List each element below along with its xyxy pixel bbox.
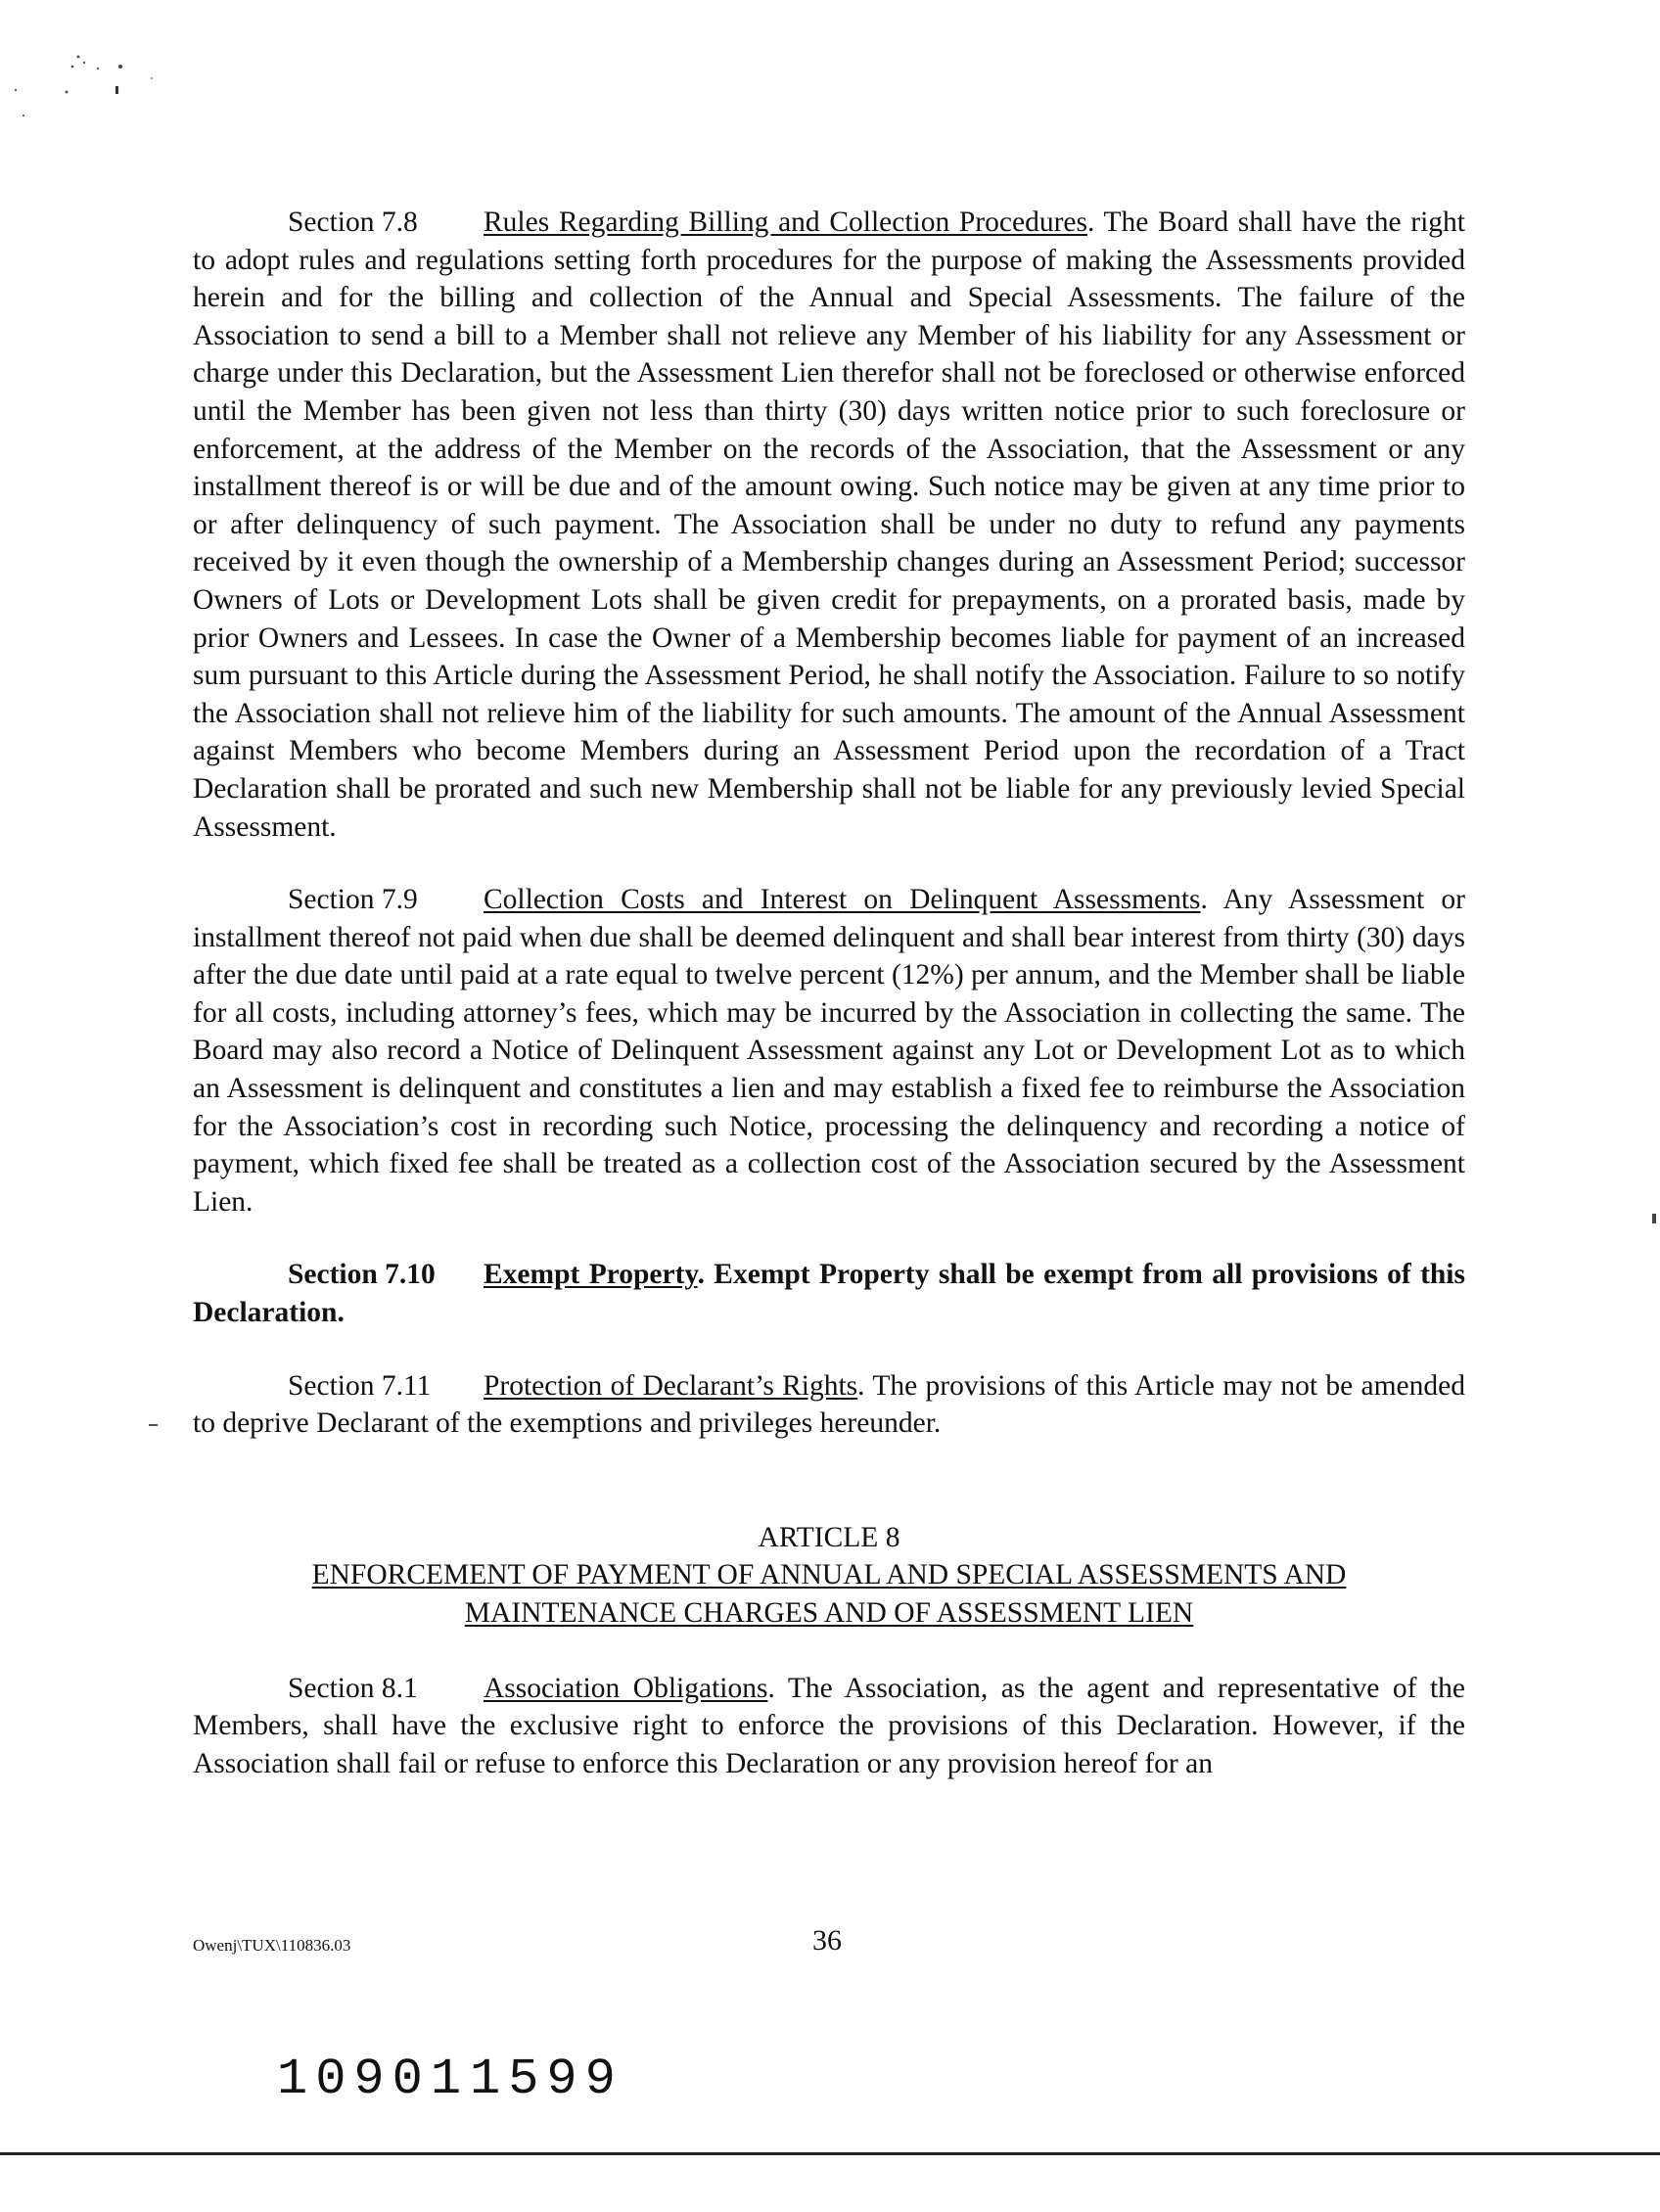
article-title-line-2: MAINTENANCE CHARGES AND OF ASSESSMENT LIEN <box>464 1597 1194 1629</box>
section-title: Association Obligations <box>484 1672 768 1704</box>
section-body: . The Association, as the agent and representative of the Members, shall have the exclusive right to enforce the provisions of this Declaration. However, if the Association shall fail or refuse to enforce this Declaration or any provision hereof for an <box>193 1672 1465 1779</box>
section-number: Section 7.9 <box>288 884 418 916</box>
article-title-line-1: ENFORCEMENT OF PAYMENT OF ANNUAL AND SPECIAL ASSESSMENTS AND <box>311 1559 1347 1591</box>
section-body: . Any Assessment or installment thereof not paid when due shall be deemed delinquent and shall bear interest from thirty (30) days after the due date until paid at a rate equal to twelve percent (12%) per annum, and the Member shall be liable for all costs, including attorney’s fees, which may be incurred by the Association in collecting the same. The Board may also record a Notice of Delinquent Assessment against any Lot or Development Lot as to which an Assessment is delinquent and constitutes a lien and may establish a fixed fee to reimburse the Association for the Association’s cost in recording such Notice, processing the delinquency and recording a notice of payment, which fixed fee shall be treated as a collection cost of the Association secured by the Assessment Lien. <box>193 884 1465 1218</box>
article-number: ARTICLE 8 <box>758 1521 900 1553</box>
article-heading <box>193 1519 1465 1633</box>
section-body: . The Board shall have the right to adopt rules and regulations setting forth procedures for the purpose of making the Assessments provided herein and for the billing and collection of the Annual and Special Assessments. The failure of the Association to send a bill to a Member shall not relieve any Member of his liability for any Assessment or charge under this Declaration, but the Assessment Lien therefor shall not be foreclosed or otherwise enforced until the Member has been given not less than thirty (30) days written notice prior to such foreclosure or enforcement, at the address of the Member on the records of the Association, that the Assessment or any installment thereof is or will be due and of the amount owing. Such notice may be given at any time prior to or after delinquency of such payment. The Association shall be under no duty to refund any payments received by it even though the ownership of a Membership changes during an Assessment Period; successor Owners of Lots or Development Lots shall be given credit for prepayments, on a prorated basis, made by prior Owners and Lessees. In case the Owner of a Membership becomes liable for payment of an increased sum pursuant to this Article during the Assessment Period, he shall notify the Association. Failure to so notify the Association shall not relieve him of the liability for such amounts. The amount of the Annual Assessment against Members who become Members during an Assessment Period upon the recordation of a Tract Declaration shall be prorated and such new Membership shall not be liable for any previously levied Special Assessment. <box>193 207 1465 843</box>
section-7-11 <box>193 1367 1465 1443</box>
section-7-9 <box>193 881 1465 1221</box>
section-7-8 <box>193 204 1465 846</box>
section-body: . Exempt Property shall be exempt from all provisions of this Declaration. <box>193 1259 1465 1329</box>
section-number: Section 8.1 <box>288 1672 418 1704</box>
section-body: . The provisions of this Article may not be amended to deprive Declarant of the exemptions and privileges hereunder. <box>193 1369 1465 1440</box>
document-body <box>193 204 1465 1782</box>
page-bottom-edge <box>0 2152 1660 2155</box>
section-title: Rules Regarding Billing and Collection Procedures <box>484 207 1087 238</box>
document-id: Owenj\TUX\110836.03 <box>193 1936 351 1955</box>
recording-page-number: 1599 <box>470 2051 623 2108</box>
section-number: Section 7.11 <box>288 1369 432 1402</box>
section-title: Collection Costs and Interest on Delinquent Assessments <box>484 884 1201 916</box>
page-number: 36 <box>812 1924 842 1957</box>
scan-specks <box>10 49 206 137</box>
section-8-1 <box>193 1670 1465 1783</box>
section-title: Protection of Declarant’s Rights <box>484 1369 858 1402</box>
section-number: Section 7.8 <box>288 207 418 238</box>
recording-book-number: 10901 <box>277 2051 470 2108</box>
section-number: Section 7.10 <box>288 1259 436 1291</box>
section-title: Exempt Property <box>484 1259 698 1291</box>
section-7-10 <box>193 1256 1465 1331</box>
scan-mark <box>1652 1214 1656 1223</box>
scan-mark <box>149 1424 158 1426</box>
